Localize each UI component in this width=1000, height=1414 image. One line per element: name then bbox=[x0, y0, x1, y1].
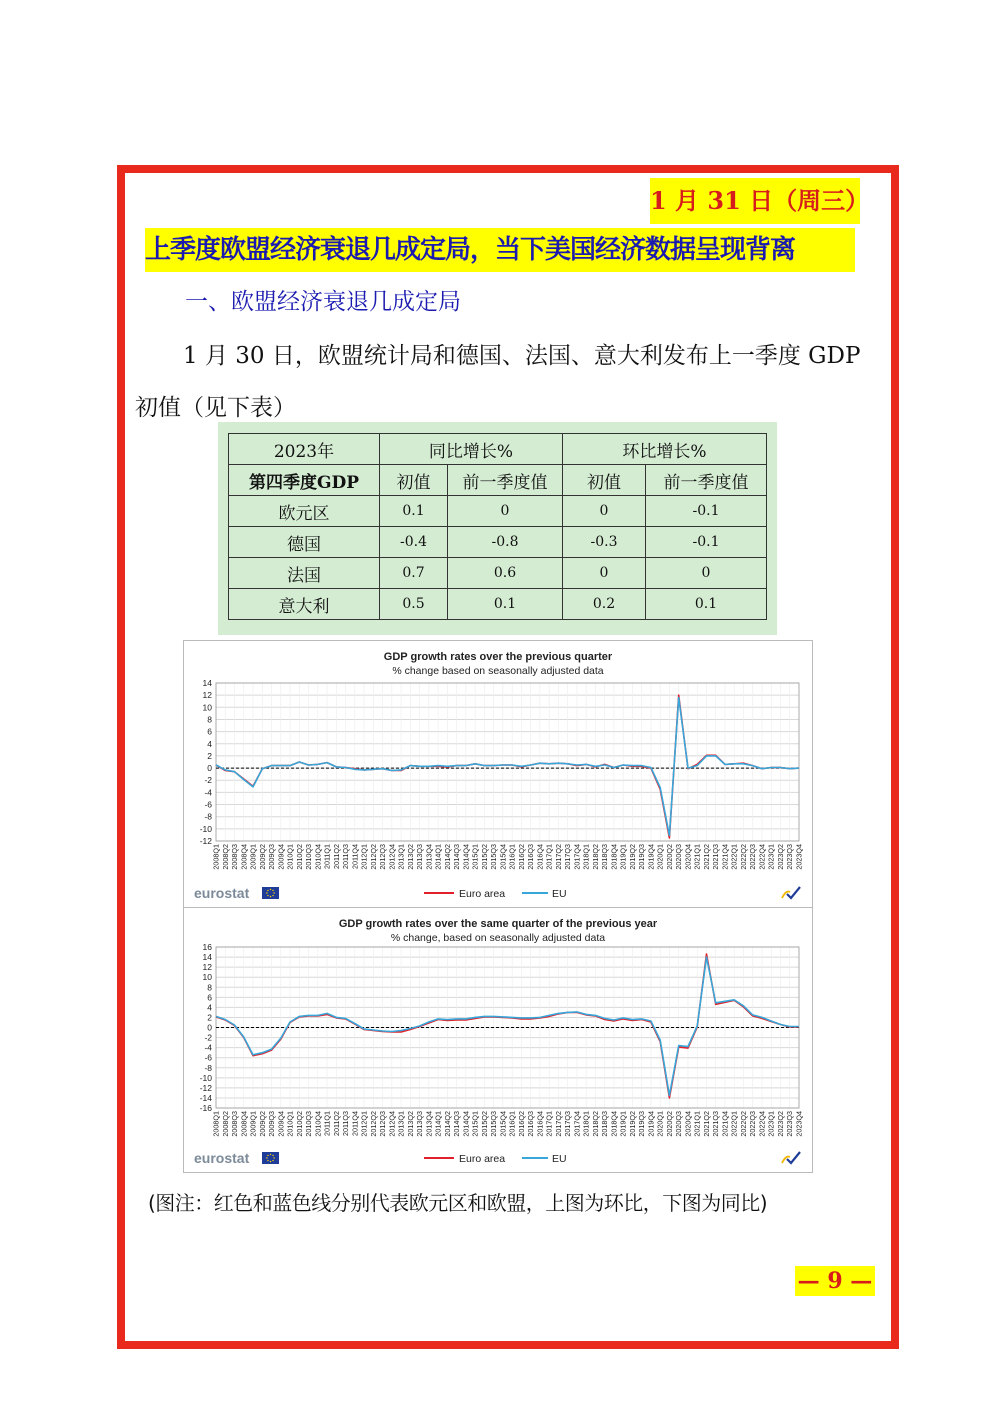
table-sub-prev: 前一季度值 bbox=[646, 465, 767, 496]
y-tick-label: -12 bbox=[199, 1082, 212, 1093]
x-tick-label: 2023Q3 bbox=[785, 1111, 795, 1137]
x-tick-label: 2021Q1 bbox=[692, 1111, 702, 1137]
y-tick-label: 8 bbox=[207, 982, 212, 993]
y-tick-label: 2 bbox=[207, 1012, 212, 1023]
x-tick-label: 2013Q2 bbox=[405, 844, 415, 870]
eu-flag-star bbox=[272, 895, 273, 896]
cell: 0.7 bbox=[380, 558, 448, 589]
x-tick-label: 2011Q3 bbox=[341, 844, 351, 870]
x-tick-label: 2017Q4 bbox=[572, 844, 582, 870]
x-tick-label: 2016Q2 bbox=[516, 1111, 526, 1137]
chart-subtitle: % change based on seasonally adjusted data bbox=[392, 665, 604, 677]
x-tick-label: 2010Q1 bbox=[285, 1111, 295, 1137]
x-tick-label: 2017Q3 bbox=[563, 1111, 573, 1137]
x-tick-label: 2020Q4 bbox=[683, 844, 693, 870]
table-corner-line1: 2023年 bbox=[229, 434, 380, 465]
x-tick-label: 2011Q2 bbox=[331, 1111, 341, 1137]
row-name: 德国 bbox=[229, 527, 380, 558]
x-tick-label: 2013Q3 bbox=[415, 1111, 425, 1137]
cell: 0.6 bbox=[448, 558, 563, 589]
x-tick-label: 2013Q4 bbox=[424, 844, 434, 870]
eu-flag-star bbox=[273, 1157, 274, 1158]
table-row bbox=[229, 589, 767, 620]
x-tick-label: 2022Q4 bbox=[757, 1111, 767, 1137]
cell: 0 bbox=[563, 558, 646, 589]
x-tick-label: 2022Q2 bbox=[738, 844, 748, 870]
x-tick-label: 2014Q2 bbox=[442, 844, 452, 870]
x-tick-label: 2015Q2 bbox=[479, 844, 489, 870]
x-tick-label: 2018Q1 bbox=[581, 1111, 591, 1137]
x-tick-label: 2022Q3 bbox=[748, 844, 758, 870]
x-tick-label: 2015Q2 bbox=[479, 1111, 489, 1137]
eu-flag-star bbox=[267, 1160, 268, 1161]
x-tick-label: 2022Q1 bbox=[729, 844, 739, 870]
cell: -0.8 bbox=[448, 527, 563, 558]
eurostat-logo: eurostat bbox=[194, 1150, 250, 1166]
y-tick-label: 4 bbox=[207, 1002, 212, 1013]
chart-yoy bbox=[183, 907, 813, 1173]
y-tick-label: 0 bbox=[207, 763, 212, 774]
x-tick-label: 2012Q1 bbox=[359, 1111, 369, 1137]
x-tick-label: 2018Q4 bbox=[609, 1111, 619, 1137]
x-tick-label: 2012Q4 bbox=[387, 1111, 397, 1137]
cell: -0.4 bbox=[380, 527, 448, 558]
eu-flag-star bbox=[270, 889, 271, 890]
table-corner-line2: 第四季度GDP bbox=[229, 465, 380, 496]
x-tick-label: 2014Q4 bbox=[461, 844, 471, 870]
table-row bbox=[229, 558, 767, 589]
x-tick-label: 2020Q4 bbox=[683, 1111, 693, 1137]
y-tick-label: -10 bbox=[199, 1072, 212, 1083]
x-tick-label: 2013Q1 bbox=[396, 1111, 406, 1137]
x-tick-label: 2018Q2 bbox=[590, 1111, 600, 1137]
x-tick-label: 2011Q1 bbox=[322, 1111, 332, 1137]
x-tick-label: 2010Q2 bbox=[294, 844, 304, 870]
y-tick-label: 8 bbox=[207, 714, 212, 725]
date-badge: 1 月 31 日（周三） bbox=[650, 178, 860, 224]
x-tick-label: 2014Q2 bbox=[442, 1111, 452, 1137]
headline: 上季度欧盟经济衰退几成定局，当下美国经济数据呈现背离 bbox=[145, 228, 855, 272]
x-tick-label: 2012Q4 bbox=[387, 844, 397, 870]
y-tick-label: 6 bbox=[207, 726, 212, 737]
chart-qoq-svg bbox=[184, 641, 812, 907]
x-tick-label: 2016Q4 bbox=[535, 1111, 545, 1137]
x-tick-label: 2015Q3 bbox=[489, 1111, 499, 1137]
x-tick-label: 2016Q2 bbox=[516, 844, 526, 870]
cell: 0 bbox=[646, 558, 767, 589]
x-tick-label: 2018Q3 bbox=[600, 844, 610, 870]
x-tick-label: 2020Q1 bbox=[655, 1111, 665, 1137]
y-tick-label: 12 bbox=[202, 690, 212, 701]
x-tick-label: 2022Q1 bbox=[729, 1111, 739, 1137]
x-tick-label: 2023Q2 bbox=[775, 1111, 785, 1137]
x-tick-label: 2020Q3 bbox=[674, 844, 684, 870]
section-title: 一、欧盟经济衰退几成定局 bbox=[185, 289, 461, 315]
row-name: 意大利 bbox=[229, 589, 380, 620]
y-tick-label: -2 bbox=[204, 775, 212, 786]
x-tick-label: 2023Q2 bbox=[775, 844, 785, 870]
y-tick-label: -8 bbox=[204, 1062, 212, 1073]
y-tick-label: 4 bbox=[207, 738, 212, 749]
row-name: 法国 bbox=[229, 558, 380, 589]
x-tick-label: 2023Q4 bbox=[794, 844, 804, 870]
x-tick-label: 2023Q1 bbox=[766, 1111, 776, 1137]
table-group-qoq: 环比增长% bbox=[563, 434, 767, 465]
cell: 0.1 bbox=[380, 496, 448, 527]
x-tick-label: 2011Q3 bbox=[341, 1111, 351, 1137]
x-tick-label: 2019Q2 bbox=[627, 1111, 637, 1137]
table-sub-initial: 初值 bbox=[380, 465, 448, 496]
x-tick-label: 2012Q2 bbox=[368, 844, 378, 870]
y-tick-label: 0 bbox=[207, 1022, 212, 1033]
eu-flag-star bbox=[270, 896, 271, 897]
intro-paragraph: 1 月 30 日，欧盟统计局和德国、法国、意大利发布上一季度 GDP 初值（见下表） bbox=[135, 343, 861, 421]
legend-label-euro: Euro area bbox=[459, 1153, 506, 1165]
x-tick-label: 2021Q4 bbox=[720, 844, 730, 870]
table-sub-prev: 前一季度值 bbox=[448, 465, 563, 496]
series-line bbox=[216, 698, 799, 836]
x-tick-label: 2016Q1 bbox=[507, 844, 517, 870]
eu-flag-star bbox=[267, 890, 268, 891]
y-tick-label: -6 bbox=[204, 799, 212, 810]
x-tick-label: 2022Q4 bbox=[757, 844, 767, 870]
x-tick-label: 2009Q4 bbox=[276, 1111, 286, 1137]
table-sub-initial: 初值 bbox=[563, 465, 646, 496]
x-tick-label: 2011Q4 bbox=[350, 1111, 360, 1137]
y-tick-label: 14 bbox=[202, 952, 212, 963]
x-tick-label: 2008Q3 bbox=[230, 844, 240, 870]
y-tick-label: 14 bbox=[202, 678, 212, 688]
x-tick-label: 2018Q4 bbox=[609, 844, 619, 870]
y-tick-label: -2 bbox=[204, 1032, 212, 1043]
x-tick-label: 2010Q2 bbox=[294, 1111, 304, 1137]
page-number: — 9 — bbox=[795, 1266, 875, 1296]
x-tick-label: 2022Q2 bbox=[738, 1111, 748, 1137]
cell: -0.1 bbox=[646, 527, 767, 558]
x-tick-label: 2018Q1 bbox=[581, 844, 591, 870]
x-tick-label: 2009Q3 bbox=[267, 1111, 277, 1137]
x-tick-label: 2009Q2 bbox=[257, 1111, 267, 1137]
eu-flag-star bbox=[270, 1161, 271, 1162]
x-tick-label: 2012Q1 bbox=[359, 844, 369, 870]
cell: -0.3 bbox=[563, 527, 646, 558]
eu-flag-star bbox=[272, 890, 273, 891]
x-tick-label: 2020Q2 bbox=[664, 844, 674, 870]
x-tick-label: 2023Q4 bbox=[794, 1111, 804, 1137]
x-tick-label: 2017Q1 bbox=[544, 844, 554, 870]
x-tick-label: 2020Q3 bbox=[674, 1111, 684, 1137]
cell: 0.5 bbox=[380, 589, 448, 620]
x-tick-label: 2014Q3 bbox=[452, 1111, 462, 1137]
eu-flag-star bbox=[267, 1155, 268, 1156]
chart-caption: (图注：红色和蓝色线分别代表欧元区和欧盟，上图为环比，下图为同比) bbox=[148, 1191, 768, 1215]
x-tick-label: 2015Q4 bbox=[498, 1111, 508, 1137]
x-tick-label: 2008Q3 bbox=[230, 1111, 240, 1137]
x-tick-label: 2016Q3 bbox=[526, 1111, 536, 1137]
x-tick-label: 2019Q1 bbox=[618, 1111, 628, 1137]
y-tick-label: -4 bbox=[204, 1042, 212, 1053]
x-tick-label: 2015Q4 bbox=[498, 844, 508, 870]
cell: 0.1 bbox=[646, 589, 767, 620]
x-tick-label: 2017Q4 bbox=[572, 1111, 582, 1137]
x-tick-label: 2018Q2 bbox=[590, 844, 600, 870]
eu-flag-star bbox=[272, 1155, 273, 1156]
x-tick-label: 2016Q1 bbox=[507, 1111, 517, 1137]
eu-flag-star bbox=[270, 1154, 271, 1155]
x-tick-label: 2016Q3 bbox=[526, 844, 536, 870]
x-tick-label: 2016Q4 bbox=[535, 844, 545, 870]
x-tick-label: 2009Q4 bbox=[276, 844, 286, 870]
x-tick-label: 2021Q1 bbox=[692, 844, 702, 870]
y-tick-label: 16 bbox=[202, 942, 212, 952]
x-tick-label: 2019Q3 bbox=[637, 844, 647, 870]
legend-label-eu: EU bbox=[552, 1153, 567, 1165]
x-tick-label: 2015Q1 bbox=[470, 1111, 480, 1137]
x-tick-label: 2010Q3 bbox=[304, 844, 314, 870]
y-tick-label: 12 bbox=[202, 962, 212, 973]
chart-yoy-svg bbox=[184, 908, 812, 1172]
eu-flag-star bbox=[273, 892, 274, 893]
series-line bbox=[216, 954, 799, 1098]
cell: 0 bbox=[448, 496, 563, 527]
y-tick-label: 6 bbox=[207, 992, 212, 1003]
legend-label-euro: Euro area bbox=[459, 888, 506, 900]
eu-flag-star bbox=[266, 892, 267, 893]
x-tick-label: 2014Q1 bbox=[433, 844, 443, 870]
x-tick-label: 2021Q3 bbox=[711, 844, 721, 870]
x-tick-label: 2008Q4 bbox=[239, 844, 249, 870]
cell: -0.1 bbox=[646, 496, 767, 527]
x-tick-label: 2014Q4 bbox=[461, 1111, 471, 1137]
x-tick-label: 2010Q4 bbox=[313, 1111, 323, 1137]
y-tick-label: -16 bbox=[199, 1103, 212, 1113]
table-row bbox=[229, 496, 767, 527]
y-tick-label: -10 bbox=[199, 823, 212, 834]
x-tick-label: 2012Q2 bbox=[368, 1111, 378, 1137]
x-tick-label: 2008Q2 bbox=[220, 1111, 230, 1137]
eu-flag-star bbox=[266, 1157, 267, 1158]
x-tick-label: 2011Q4 bbox=[350, 844, 360, 870]
x-tick-label: 2015Q1 bbox=[470, 844, 480, 870]
x-tick-label: 2022Q3 bbox=[748, 1111, 758, 1137]
table-row bbox=[229, 527, 767, 558]
y-tick-label: -14 bbox=[199, 1092, 212, 1103]
y-tick-label: -4 bbox=[204, 787, 212, 798]
x-tick-label: 2012Q3 bbox=[378, 1111, 388, 1137]
x-tick-label: 2023Q3 bbox=[785, 844, 795, 870]
x-tick-label: 2010Q1 bbox=[285, 844, 295, 870]
chart-title: GDP growth rates over the same quarter of the previous year bbox=[338, 918, 658, 930]
x-tick-label: 2012Q3 bbox=[378, 844, 388, 870]
x-tick-label: 2019Q4 bbox=[646, 1111, 656, 1137]
x-tick-label: 2008Q2 bbox=[220, 844, 230, 870]
x-tick-label: 2011Q2 bbox=[331, 844, 341, 870]
x-tick-label: 2008Q1 bbox=[211, 1111, 221, 1137]
x-tick-label: 2013Q2 bbox=[405, 1111, 415, 1137]
chart-title: GDP growth rates over the previous quarter bbox=[383, 651, 613, 663]
chart-subtitle: % change, based on seasonally adjusted data bbox=[390, 932, 606, 944]
chart-qoq bbox=[183, 640, 813, 908]
eu-flag-star bbox=[267, 895, 268, 896]
y-tick-label: 10 bbox=[202, 972, 212, 983]
x-tick-label: 2013Q4 bbox=[424, 1111, 434, 1137]
y-tick-label: 2 bbox=[207, 750, 212, 761]
x-tick-label: 2017Q3 bbox=[563, 844, 573, 870]
y-tick-label: 10 bbox=[202, 702, 212, 713]
x-tick-label: 2010Q3 bbox=[304, 1111, 314, 1137]
y-tick-label: -12 bbox=[199, 836, 212, 846]
x-tick-label: 2010Q4 bbox=[313, 844, 323, 870]
x-tick-label: 2015Q3 bbox=[489, 844, 499, 870]
x-tick-label: 2021Q3 bbox=[711, 1111, 721, 1137]
x-tick-label: 2008Q4 bbox=[239, 1111, 249, 1137]
gdp-table bbox=[228, 433, 767, 620]
y-tick-label: -8 bbox=[204, 811, 212, 822]
x-tick-label: 2009Q2 bbox=[257, 844, 267, 870]
x-tick-label: 2009Q1 bbox=[248, 1111, 258, 1137]
x-tick-label: 2021Q2 bbox=[701, 844, 711, 870]
cell: 0.2 bbox=[563, 589, 646, 620]
gdp-table-panel bbox=[218, 422, 777, 635]
x-tick-label: 2020Q1 bbox=[655, 844, 665, 870]
eu-flag-star bbox=[272, 1160, 273, 1161]
x-tick-label: 2018Q3 bbox=[600, 1111, 610, 1137]
row-name: 欧元区 bbox=[229, 496, 380, 527]
x-tick-label: 2017Q2 bbox=[553, 844, 563, 870]
cell: 0 bbox=[563, 496, 646, 527]
legend-label-eu: EU bbox=[552, 888, 567, 900]
x-tick-label: 2019Q3 bbox=[637, 1111, 647, 1137]
x-tick-label: 2020Q2 bbox=[664, 1111, 674, 1137]
eurostat-logo: eurostat bbox=[194, 885, 250, 901]
x-tick-label: 2019Q2 bbox=[627, 844, 637, 870]
x-tick-label: 2019Q4 bbox=[646, 844, 656, 870]
x-tick-label: 2014Q3 bbox=[452, 844, 462, 870]
x-tick-label: 2009Q1 bbox=[248, 844, 258, 870]
x-tick-label: 2011Q1 bbox=[322, 844, 332, 870]
x-tick-label: 2021Q2 bbox=[701, 1111, 711, 1137]
x-tick-label: 2013Q1 bbox=[396, 844, 406, 870]
x-tick-label: 2008Q1 bbox=[211, 844, 221, 870]
plot-frame bbox=[216, 683, 799, 841]
x-tick-label: 2023Q1 bbox=[766, 844, 776, 870]
x-tick-label: 2014Q1 bbox=[433, 1111, 443, 1137]
x-tick-label: 2019Q1 bbox=[618, 844, 628, 870]
y-tick-label: -6 bbox=[204, 1052, 212, 1063]
x-tick-label: 2021Q4 bbox=[720, 1111, 730, 1137]
x-tick-label: 2013Q3 bbox=[415, 844, 425, 870]
x-tick-label: 2017Q1 bbox=[544, 1111, 554, 1137]
x-tick-label: 2009Q3 bbox=[267, 844, 277, 870]
x-tick-label: 2017Q2 bbox=[553, 1111, 563, 1137]
table-group-yoy: 同比增长% bbox=[380, 434, 563, 465]
cell: 0.1 bbox=[448, 589, 563, 620]
